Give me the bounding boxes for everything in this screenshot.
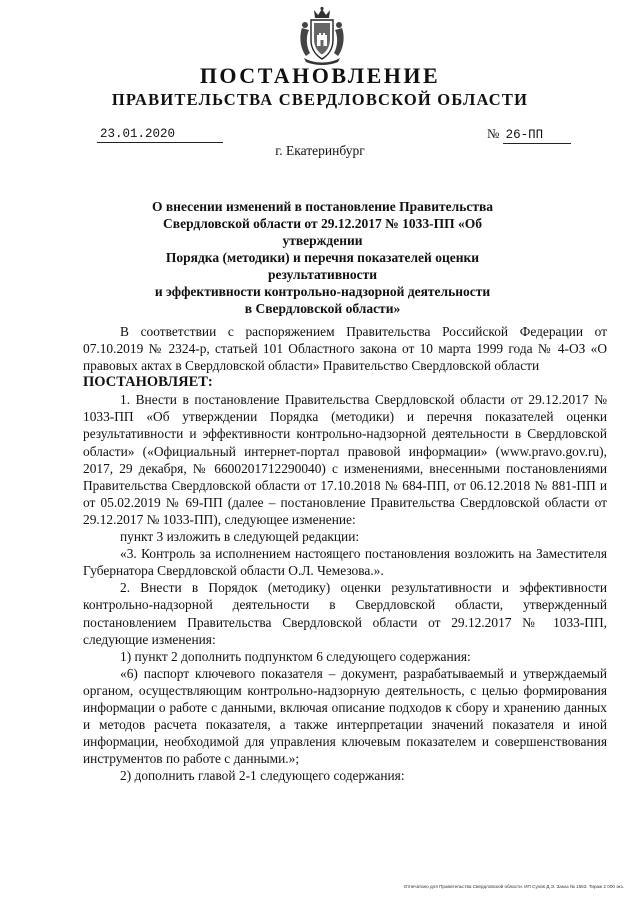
document-number-field [487, 126, 571, 144]
document-number: 26-ПП [503, 127, 571, 144]
clause-1-new-text: «3. Контроль за исполнением настоящего постановления возложить на Заместителя Губернатора Свердловской области О.Л. Чемезова.». [83, 546, 607, 579]
clause-2-item-1: 1) пункт 2 дополнить подпунктом 6 следующего содержания: [120, 648, 471, 664]
clause-2-item-2: 2) дополнить главой 2-1 следующего содержания: [120, 768, 405, 784]
title-line: в Свердловской области» [244, 301, 401, 316]
number-sign: № [487, 126, 500, 141]
clause-2-item-1-text: «6) паспорт ключевого показателя – документ, разрабатываемый и утверждаемый органом, осуществляющим контрольно-надзорную деятельность, с целью формирования информации о работе с данными, включая описание подходов к сбору и хранению данных и методов расчета показателя, а также интерпретации значений показателя и иной информации, необходимой для управления ключевым показателем и совершенствования инструментов по работе с данными.»; [83, 665, 607, 767]
preamble-paragraph: В соответствии с распоряжением Правительства Российской Федерации от 07.10.2019 № 2324-р, статьей 101 Областного закона от 10 марта 1999 года № 4-ОЗ «О правовых актах в Свердловской области» Правительство Свердловской области [83, 324, 607, 374]
clause-1-instruction: пункт 3 изложить в следующей редакции: [120, 529, 360, 545]
coat-of-arms-icon [296, 6, 348, 66]
title-line: О внесении изменений в постановление Правительства [152, 199, 493, 214]
document-title [130, 198, 515, 317]
resolves-heading: ПОСТАНОВЛЯЕТ: [83, 374, 213, 391]
document-date: 23.01.2020 [97, 126, 223, 143]
clause-2-paragraph: 2. Внести в Порядок (методику) оценки результативности и эффективности контрольно-надзорной деятельности в Свердловской области, утвержденный постановлением Правительства Свердловской области от 29.12.2017 № 1033-ПП, следующие изменения: [83, 580, 607, 647]
title-line: и эффективности контрольно-надзорной деятельности [154, 284, 491, 299]
clause-1-paragraph: 1. Внести в постановление Правительства Свердловской области от 29.12.2017 № 1033-ПП «Об утверждении Порядка (методики) и перечня показателей оценки результативности и эффективности контрольно-надзорной деятельности в Свердловской области» («Официальный интернет-портал правовой информации» (www.pravo.gov.ru), 2017, 29 декабря, № 6600201712290040) с изменениями, внесенными постановлениями Правительства Свердловской области от 17.10.2018 № 684-ПП, от 06.12.2018 № 881-ПП и от 05.02.2019 № 69-ПП (далее – постановление Правительства Свердловской области от 29.12.2017 № 1033-ПП), следующее изменение: [83, 392, 607, 527]
title-line: Свердловской области от 29.12.2017 № 1033-ПП «Об утверждении [163, 216, 482, 248]
document-body [83, 323, 607, 784]
issuing-authority-heading: ПРАВИТЕЛЬСТВА СВЕРДЛОВСКОЙ ОБЛАСТИ [111, 90, 529, 109]
document-type-heading: ПОСТАНОВЛЕНИЕ [199, 63, 441, 88]
print-imprint: Отпечатано для Правительства Свердловской области. ИП Сухов Д.Э. Заказ № 1563. Тираж 2 000 экз. [403, 884, 624, 889]
city: г. Екатеринбург [275, 143, 365, 158]
title-line: Порядка (методики) и перечня показателей оценки результативности [165, 250, 480, 282]
